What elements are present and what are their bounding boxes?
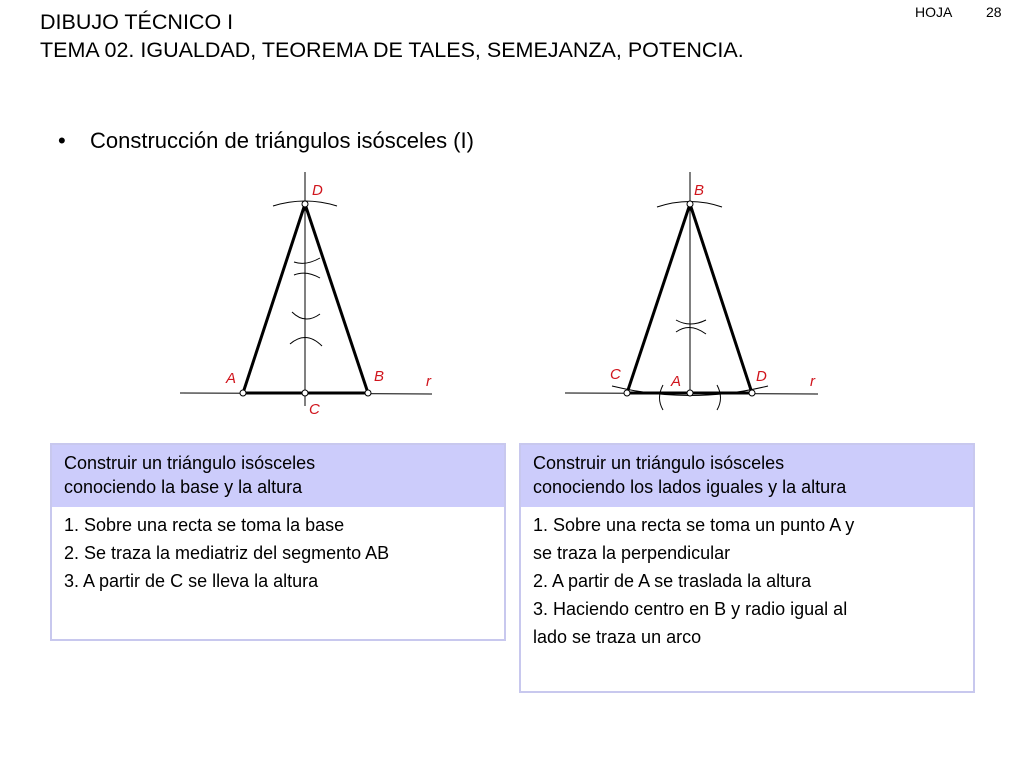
step-line: se traza la perpendicular bbox=[533, 543, 731, 563]
perp-arc-4 bbox=[717, 385, 721, 410]
point-D-right bbox=[749, 390, 755, 396]
point-B bbox=[365, 390, 371, 396]
step-item bbox=[533, 513, 961, 565]
label-r-right: r bbox=[810, 373, 815, 390]
step-line: 3. Haciendo centro en B y radio igual al bbox=[533, 599, 848, 619]
step-line: 2. A partir de A se traslada la altura bbox=[533, 571, 812, 591]
triangle-side-DB bbox=[690, 204, 752, 393]
triangle-side-AD bbox=[243, 204, 305, 393]
panel-left-steps bbox=[52, 507, 504, 603]
panel-right-steps bbox=[521, 507, 973, 659]
point-B-right bbox=[687, 201, 693, 207]
perp-arc-3 bbox=[660, 385, 664, 410]
bisector-arc-1 bbox=[294, 258, 320, 263]
label-A-left: A bbox=[226, 370, 237, 387]
panel-left-header bbox=[52, 445, 504, 507]
point-C bbox=[302, 390, 308, 396]
step-line: lado se traza un arco bbox=[533, 627, 702, 647]
point-D bbox=[302, 201, 308, 207]
step-item bbox=[533, 597, 961, 649]
step-item: 3. A partir de C se lleva la altura bbox=[64, 571, 319, 591]
bisector-arc-4 bbox=[290, 337, 322, 346]
sheet-label: HOJA bbox=[915, 4, 953, 20]
panel-left-title-line2: conociendo la base y la altura bbox=[64, 477, 303, 497]
panel-base-height bbox=[50, 443, 506, 641]
panel-left-title-line1: Construir un triángulo isósceles bbox=[64, 453, 316, 473]
triangle-side-CB bbox=[627, 204, 690, 393]
label-A-right: A bbox=[671, 373, 682, 390]
step-line: 1. Sobre una recta se toma un punto A y bbox=[533, 515, 855, 535]
label-D-left: D bbox=[312, 182, 323, 199]
panel-right-title-line2: conociendo los lados iguales y la altura bbox=[533, 477, 847, 497]
section-heading-text: Construcción de triángulos isósceles (I) bbox=[90, 128, 474, 153]
topic-title: TEMA 02. IGUALDAD, TEOREMA DE TALES, SEMEJANZA, POTENCIA. bbox=[40, 38, 744, 62]
step-item bbox=[533, 569, 961, 593]
step-item: 2. Se traza la mediatriz del segmento AB bbox=[64, 543, 390, 563]
step-item: 1. Sobre una recta se toma la base bbox=[64, 515, 345, 535]
label-r-left: r bbox=[426, 373, 431, 390]
perp-arc-1 bbox=[676, 320, 706, 324]
panel-sides-height bbox=[519, 443, 975, 693]
bullet-marker: • bbox=[58, 128, 66, 153]
label-B-right: B bbox=[694, 182, 705, 199]
point-A-right bbox=[687, 390, 693, 396]
course-title: DIBUJO TÉCNICO I bbox=[40, 10, 234, 34]
figure-left bbox=[180, 172, 432, 406]
label-C-left: C bbox=[309, 401, 320, 418]
perp-arc-2 bbox=[676, 327, 706, 334]
figure-right bbox=[565, 172, 818, 410]
label-B-left: B bbox=[374, 368, 385, 385]
bisector-arc-2 bbox=[294, 273, 320, 278]
bisector-arc-3 bbox=[292, 312, 320, 319]
panel-right-header bbox=[521, 445, 973, 507]
point-A bbox=[240, 390, 246, 396]
label-D-right: D bbox=[756, 368, 767, 385]
triangle-side-BD bbox=[305, 204, 368, 393]
sheet-number: 28 bbox=[986, 4, 1002, 20]
label-C-right: C bbox=[610, 366, 621, 383]
panel-right-title-line1: Construir un triángulo isósceles bbox=[533, 453, 785, 473]
point-C-right bbox=[624, 390, 630, 396]
